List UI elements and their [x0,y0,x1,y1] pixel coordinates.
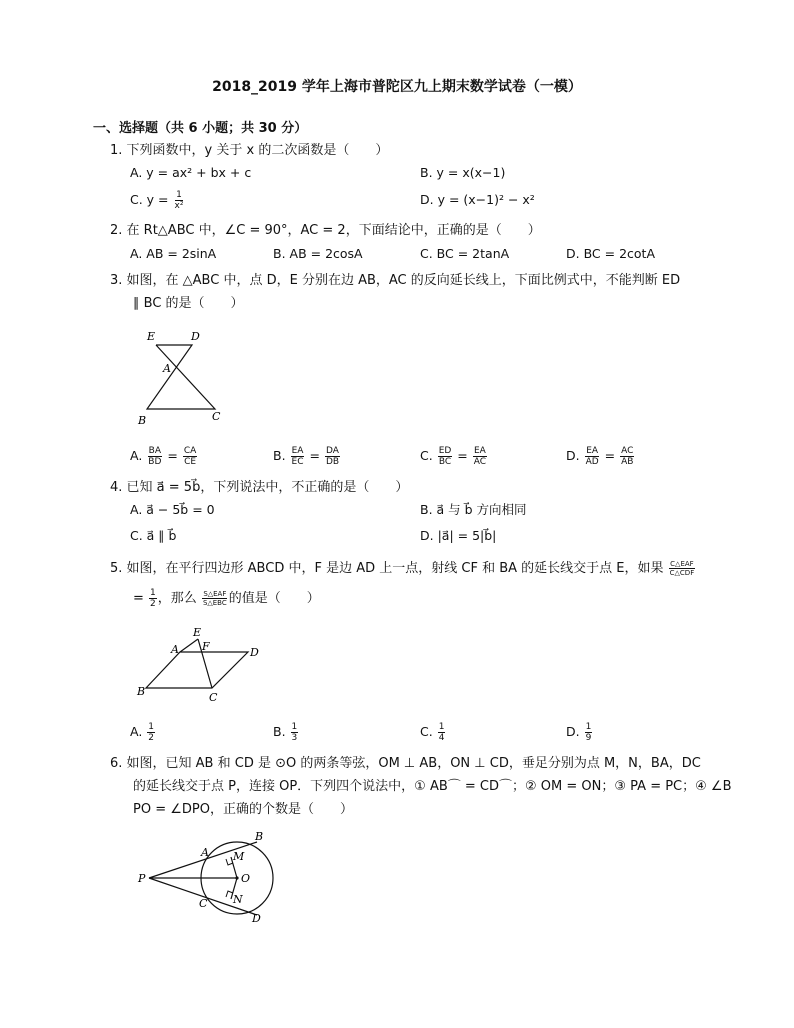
frac-numerator: 1 [291,722,298,732]
q5-label-d: D [250,646,259,659]
frac-denominator: EC [291,457,304,467]
frac-numerator: 1 [150,588,156,598]
q5-eq: = [133,591,144,606]
q5-stem-text: 5. 如图，在平行四边形 ABCD 中，F 是边 AD 上一点，射线 CF 和 BA 的延长线交于点 E，如果 [110,561,664,576]
q4-option-a[interactable]: A. a⃗ − 5b⃗ = 0 [130,502,215,517]
q5-d-prefix: D. [566,724,580,739]
q3-option-c[interactable]: C. $\frac{ED}{BC}$ = $\frac{EA}{AC}$ [420,446,487,467]
q2-option-d[interactable]: D. BC = 2cotA [566,246,656,261]
q3-c-prefix: C. [420,448,433,463]
q1-option-d[interactable]: D. y = (x−1)² − x² [420,192,535,207]
frac-denominator: CE [184,457,197,467]
frac-denominator: AD [585,457,599,467]
frac-numerator: AC [621,446,634,456]
frac-denominator: 3 [291,733,298,743]
question-6-stem-line1: 6. 如图，已知 AB 和 CD 是 ⊙O 的两条等弦，OM ⊥ AB，ON ⊥ CD，垂足分别为点 M，N，BA，DC [110,756,701,771]
q3-option-d[interactable]: D. $\frac{EA}{AD}$ = $\frac{AC}{AB}$ [566,446,634,467]
q6-label-m: M [233,850,245,863]
q4-option-c[interactable]: C. a⃗ ∥ b⃗ [130,528,177,543]
q3-label-d: D [191,330,200,343]
frac-numerator: BA [148,446,162,456]
frac-numerator: EA [586,446,599,456]
q3-c-frac-1 [438,446,453,467]
q5-label-a: A [171,643,179,656]
q5-parallelogram [146,652,248,688]
frac-numerator: 1 [176,190,182,200]
q5-label-b: B [137,685,146,698]
q3-option-a[interactable]: A. $\frac{BA}{BD}$ = $\frac{CA}{CE}$ [130,446,197,467]
q6-label-p: P [138,872,146,885]
q2-option-c[interactable]: C. BC = 2tanA [420,246,510,261]
frac-denominator: x² [174,201,184,211]
q3-figure [135,328,235,428]
frac-denominator: 9 [585,733,592,743]
q5-d-frac [585,722,593,743]
question-5-stem-line1 [110,558,696,580]
frac-numerator: ED [438,446,452,456]
q5-option-a[interactable] [130,722,156,743]
question-3-stem-line2: ∥ BC 的是（ ） [133,296,244,311]
page-title: 2018_2019 学年上海市普陀区九上期末数学试卷（一模） [212,79,582,95]
q3-c-frac-2 [473,446,487,467]
question-4-stem: 4. 已知 a⃗ = 5b⃗，下列说法中，不正确的是（ ） [110,480,409,495]
q3-label-c: C [212,410,221,423]
q1-option-c-fraction [174,190,185,211]
frac-denominator: 4 [438,733,445,743]
q6-label-n: N [233,893,243,906]
q1-option-c-prefix: C. y = [130,192,173,207]
question-5-stem-line2 [133,588,320,610]
frac-numerator: 1 [585,722,592,732]
q5-perimeter-ratio [669,560,696,577]
question-3-stem-line1: 3. 如图，在 △ABC 中，点 D，E 分别在边 AB，AC 的反向延长线上，下面比例式中，不能判断 ED [110,273,681,288]
q3-b-frac-2 [325,446,340,467]
q3-figure-lines [147,345,215,409]
q3-a-prefix: A. [130,448,143,463]
frac-denominator: 2 [148,733,155,743]
frac-numerator: CA [183,446,197,456]
frac-denominator: BC [438,457,452,467]
q1-option-a[interactable]: A. y = ax² + bx + c [130,165,252,180]
q5-label-c: C [209,691,218,704]
q6-label-a: A [201,846,209,859]
q5-b-prefix: B. [273,724,286,739]
q5-figure [135,625,270,705]
frac-denominator: C△CDF [669,569,695,577]
q5-c-prefix: C. [420,724,433,739]
frac-denominator: AB [621,457,634,467]
q1-option-c[interactable] [130,190,185,211]
frac-denominator: 2 [150,599,156,609]
question-2-stem: 2. 在 Rt△ABC 中，∠C = 90°，AC = 2，下面结论中，正确的是（ ） [110,223,541,238]
q6-label-d: D [252,912,261,925]
frac-denominator: BD [148,457,162,467]
frac-numerator: 1 [148,722,155,732]
q5-area-ratio [202,590,228,607]
q6-point-o [235,876,238,879]
q5-a-prefix: A. [130,724,143,739]
q6-label-o: O [241,872,251,885]
question-6-stem-line3: PO = ∠DPO，正确的个数是（ ） [133,802,353,817]
q3-b-frac-1 [291,446,305,467]
q3-label-e: E [147,330,156,343]
q2-option-a[interactable]: A. AB = 2sinA [130,246,217,261]
frac-denominator: S△EBC [202,599,227,607]
question-1-stem: 1. 下列函数中，y 关于 x 的二次函数是（ ） [110,143,389,158]
frac-denominator: DB [325,457,340,467]
section-heading: 一、选择题（共 6 小题；共 30 分） [93,121,308,136]
q5-b-frac [291,722,299,743]
frac-numerator: EA [473,446,486,456]
frac-numerator: DA [326,446,339,456]
frac-numerator: 1 [438,722,445,732]
q3-a-frac-1 [147,446,162,467]
q5-a-frac [147,722,155,743]
q6-figure [135,830,285,925]
q5-then: ，那么 [157,591,197,606]
q3-a-frac-2 [183,446,197,467]
q3-d-frac-2 [620,446,634,467]
q5-stem-end: 的值是（ ） [228,591,320,606]
q5-c-frac [438,722,446,743]
question-6-stem-line2: 的延长线交于点 P，连接 OP．下列四个说法中，① AB⌒ = CD⌒；② OM = ON；③ PA = PC；④ ∠B [133,779,732,794]
q5-option-c[interactable] [420,722,446,743]
q5-option-b[interactable] [273,722,299,743]
q4-option-b[interactable]: B. a⃗ 与 b⃗ 方向相同 [420,502,527,517]
q5-label-f: F [202,640,210,653]
frac-denominator: AC [473,457,487,467]
q3-d-prefix: D. [566,448,580,463]
frac-numerator: C△EAF [670,560,694,568]
q4-option-d[interactable]: D. |a⃗| = 5|b⃗| [420,528,497,543]
q3-label-a: A [163,362,171,375]
q5-label-e: E [193,626,202,639]
q6-label-c: C [199,897,208,910]
q3-label-b: B [138,414,147,427]
q3-option-b[interactable]: B. $\frac{EA}{EC}$ = $\frac{DA}{DB}$ [273,446,340,467]
q2-option-b[interactable]: B. AB = 2cosA [273,246,363,261]
frac-numerator: EA [291,446,304,456]
q5-half [149,588,157,609]
q3-d-frac-1 [585,446,600,467]
q1-option-b[interactable]: B. y = x(x−1) [420,165,506,180]
q5-extension-be [180,639,198,652]
q5-option-d[interactable] [566,722,593,743]
q6-label-b: B [255,830,264,843]
frac-numerator: S△EAF [203,590,227,598]
q3-b-prefix: B. [273,448,286,463]
